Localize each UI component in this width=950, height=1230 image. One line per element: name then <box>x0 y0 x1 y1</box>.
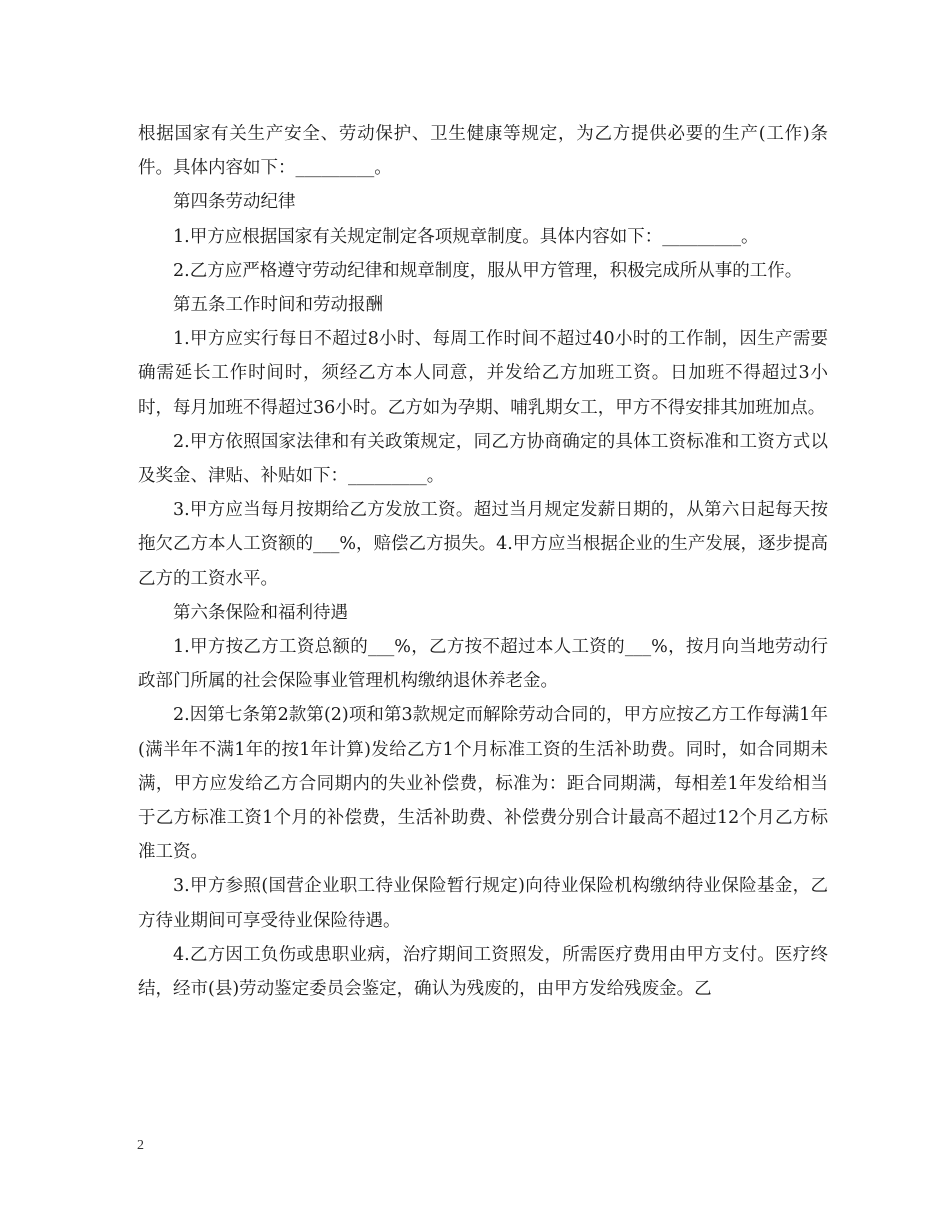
paragraph-4-1: 1.甲方应根据国家有关规定制定各项规章制度。具体内容如下：_________。 <box>173 226 759 247</box>
paragraph-6-1: 1.甲方按乙方工资总额的___%，乙方按不超过本人工资的___%，按月向当地劳动行政部门所属的社会保险事业管理机构缴纳退休养老金。 <box>138 637 828 692</box>
article-6-heading: 第六条保险和福利待遇 <box>173 602 348 623</box>
paragraph-5-1: 1.甲方应实行每日不超过8小时、每周工作时间不超过40小时的工作制，因生产需要确需延长工作时间时，须经乙方本人同意，并发给乙方加班工资。日加班不得超过3小时，每月加班不得超过36小时。乙方如为孕期、哺乳期女工，甲方不得安排其加班加点。 <box>138 329 828 418</box>
paragraph-6-2: 2.因第七条第2款第(2)项和第3款规定而解除劳动合同的，甲方应按乙方工作每满1年(满半年不满1年的按1年计算)发给乙方1个月标准工资的生活补助费。同时，如合同期未满，甲方应发给乙方合同期内的失业补偿费，标准为：距合同期满，每相差1年发给相当于乙方标准工资1个月的补偿费，生活补助费、补偿费分别合计最高不超过12个月乙方标准工资。 <box>138 705 828 863</box>
article-4-heading: 第四条劳动纪律 <box>173 192 296 213</box>
document-body <box>138 117 828 1006</box>
page-number: 2 <box>137 1138 144 1153</box>
paragraph-6-4: 4.乙方因工负伤或患职业病，治疗期间工资照发，所需医疗费用由甲方支付。医疗终结，经市(县)劳动鉴定委员会鉴定，确认为残废的，由甲方发给残废金。乙 <box>138 944 828 1000</box>
paragraph-5-2: 2.甲方依照国家法律和有关政策规定，同乙方协商确定的具体工资标准和工资方式以及奖金、津贴、补贴如下：_________。 <box>138 431 828 487</box>
article-5-heading: 第五条工作时间和劳动报酬 <box>173 295 383 316</box>
paragraph-4-2: 2.乙方应严格遵守劳动纪律和规章制度，服从甲方管理，积极完成所从事的工作。 <box>173 260 803 281</box>
paragraph-6-3: 3.甲方参照(国营企业职工待业保险暂行规定)向待业保险机构缴纳待业保险基金，乙方待业期间可享受待业保险待遇。 <box>138 876 828 931</box>
paragraph-5-3: 3.甲方应当每月按期给乙方发放工资。超过当月规定发薪日期的，从第六日起每天按拖欠乙方本人工资额的___%，赔偿乙方损失。4.甲方应当根据企业的生产发展，逐步提高乙方的工资水平。 <box>138 500 828 589</box>
paragraph-continued: 根据国家有关生产安全、劳动保护、卫生健康等规定，为乙方提供必要的生产(工作)条件。具体内容如下：_________。 <box>138 124 828 179</box>
